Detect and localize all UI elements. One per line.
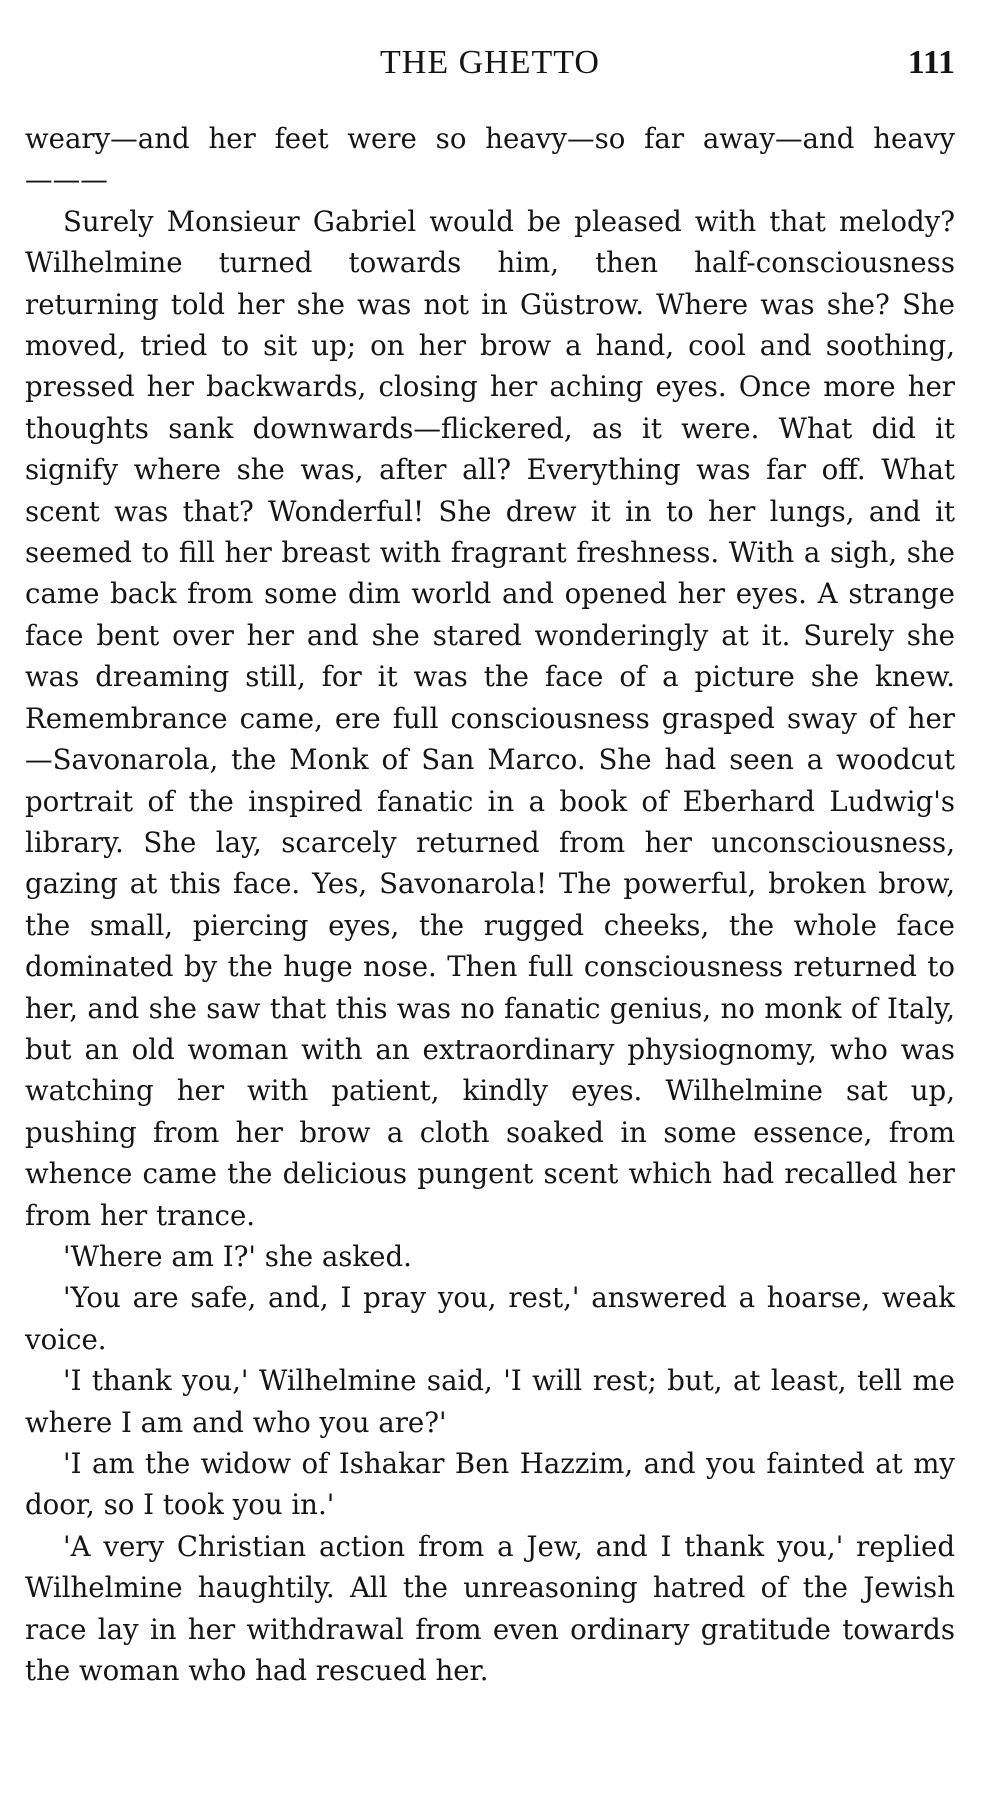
paragraph: 'You are safe, and, I pray you, rest,' answered a hoarse, weak voice. <box>25 1281 955 1356</box>
paragraph: 'I thank you,' Wilhelmine said, 'I will rest; but, at least, tell me where I am and who you are?' <box>25 1364 955 1439</box>
paragraph: Surely Monsieur Gabriel would be pleased with that melody? Wilhelmine turned towards him, then half-consciousness returning told her she was not in Güstrow. Where was she? She moved, tried to sit up; on her brow a hand, cool and soothing, pressed her backwards, closing her aching eyes. Once more her thoughts sank downwards—flickered, as it were. What did it signify where she was, after all? Everything was far off. What scent was that? Wonderful! She drew it in to her lungs, and it seemed to fill her breast with fragrant freshness. With a sigh, she came back from some dim world and opened her eyes. A strange face bent over her and she stared wonderingly at it. Surely she was dreaming still, for it was the face of a picture she knew. Remembrance came, ere full consciousness grasped sway of her —Savonarola, the Monk of San Marco. She had seen a woodcut portrait of the inspired fanatic in a book of Eberhard Ludwig's library. She lay, scarcely returned from her unconsciousness, gazing at this face. Yes, Savonarola! The powerful, broken brow, the small, piercing eyes, the rugged cheeks, the whole face dominated by the huge nose. Then full consciousness returned to her, and she saw that this was no fanatic genius, no monk of Italy, but an old woman with an extraordinary physiognomy, who was watching her with patient, kindly eyes. Wilhelmine sat up, pushing from her brow a cloth soaked in some essence, from whence came the delicious pungent scent which had recalled her from her trance. <box>25 204 955 1232</box>
paragraph-continuation: weary—and her feet were so heavy—so far away—and heavy——— <box>25 122 955 197</box>
book-page <box>25 0 955 1802</box>
page-number: 111 <box>907 44 955 81</box>
paragraph: 'I am the widow of Ishakar Ben Hazzim, and you fainted at my door, so I took you in.' <box>25 1447 955 1522</box>
paragraph: 'Where am I?' she asked. <box>63 1239 412 1273</box>
paragraph: 'A very Christian action from a Jew, and I thank you,' replied Wilhelmine haughtily. All the unreasoning hatred of the Jewish race lay in her withdrawal from even ordinary gratitude towards the woman who had rescued her. <box>25 1529 955 1688</box>
body-text <box>25 118 955 1691</box>
running-head <box>25 38 955 88</box>
running-title: THE GHETTO <box>380 44 600 81</box>
